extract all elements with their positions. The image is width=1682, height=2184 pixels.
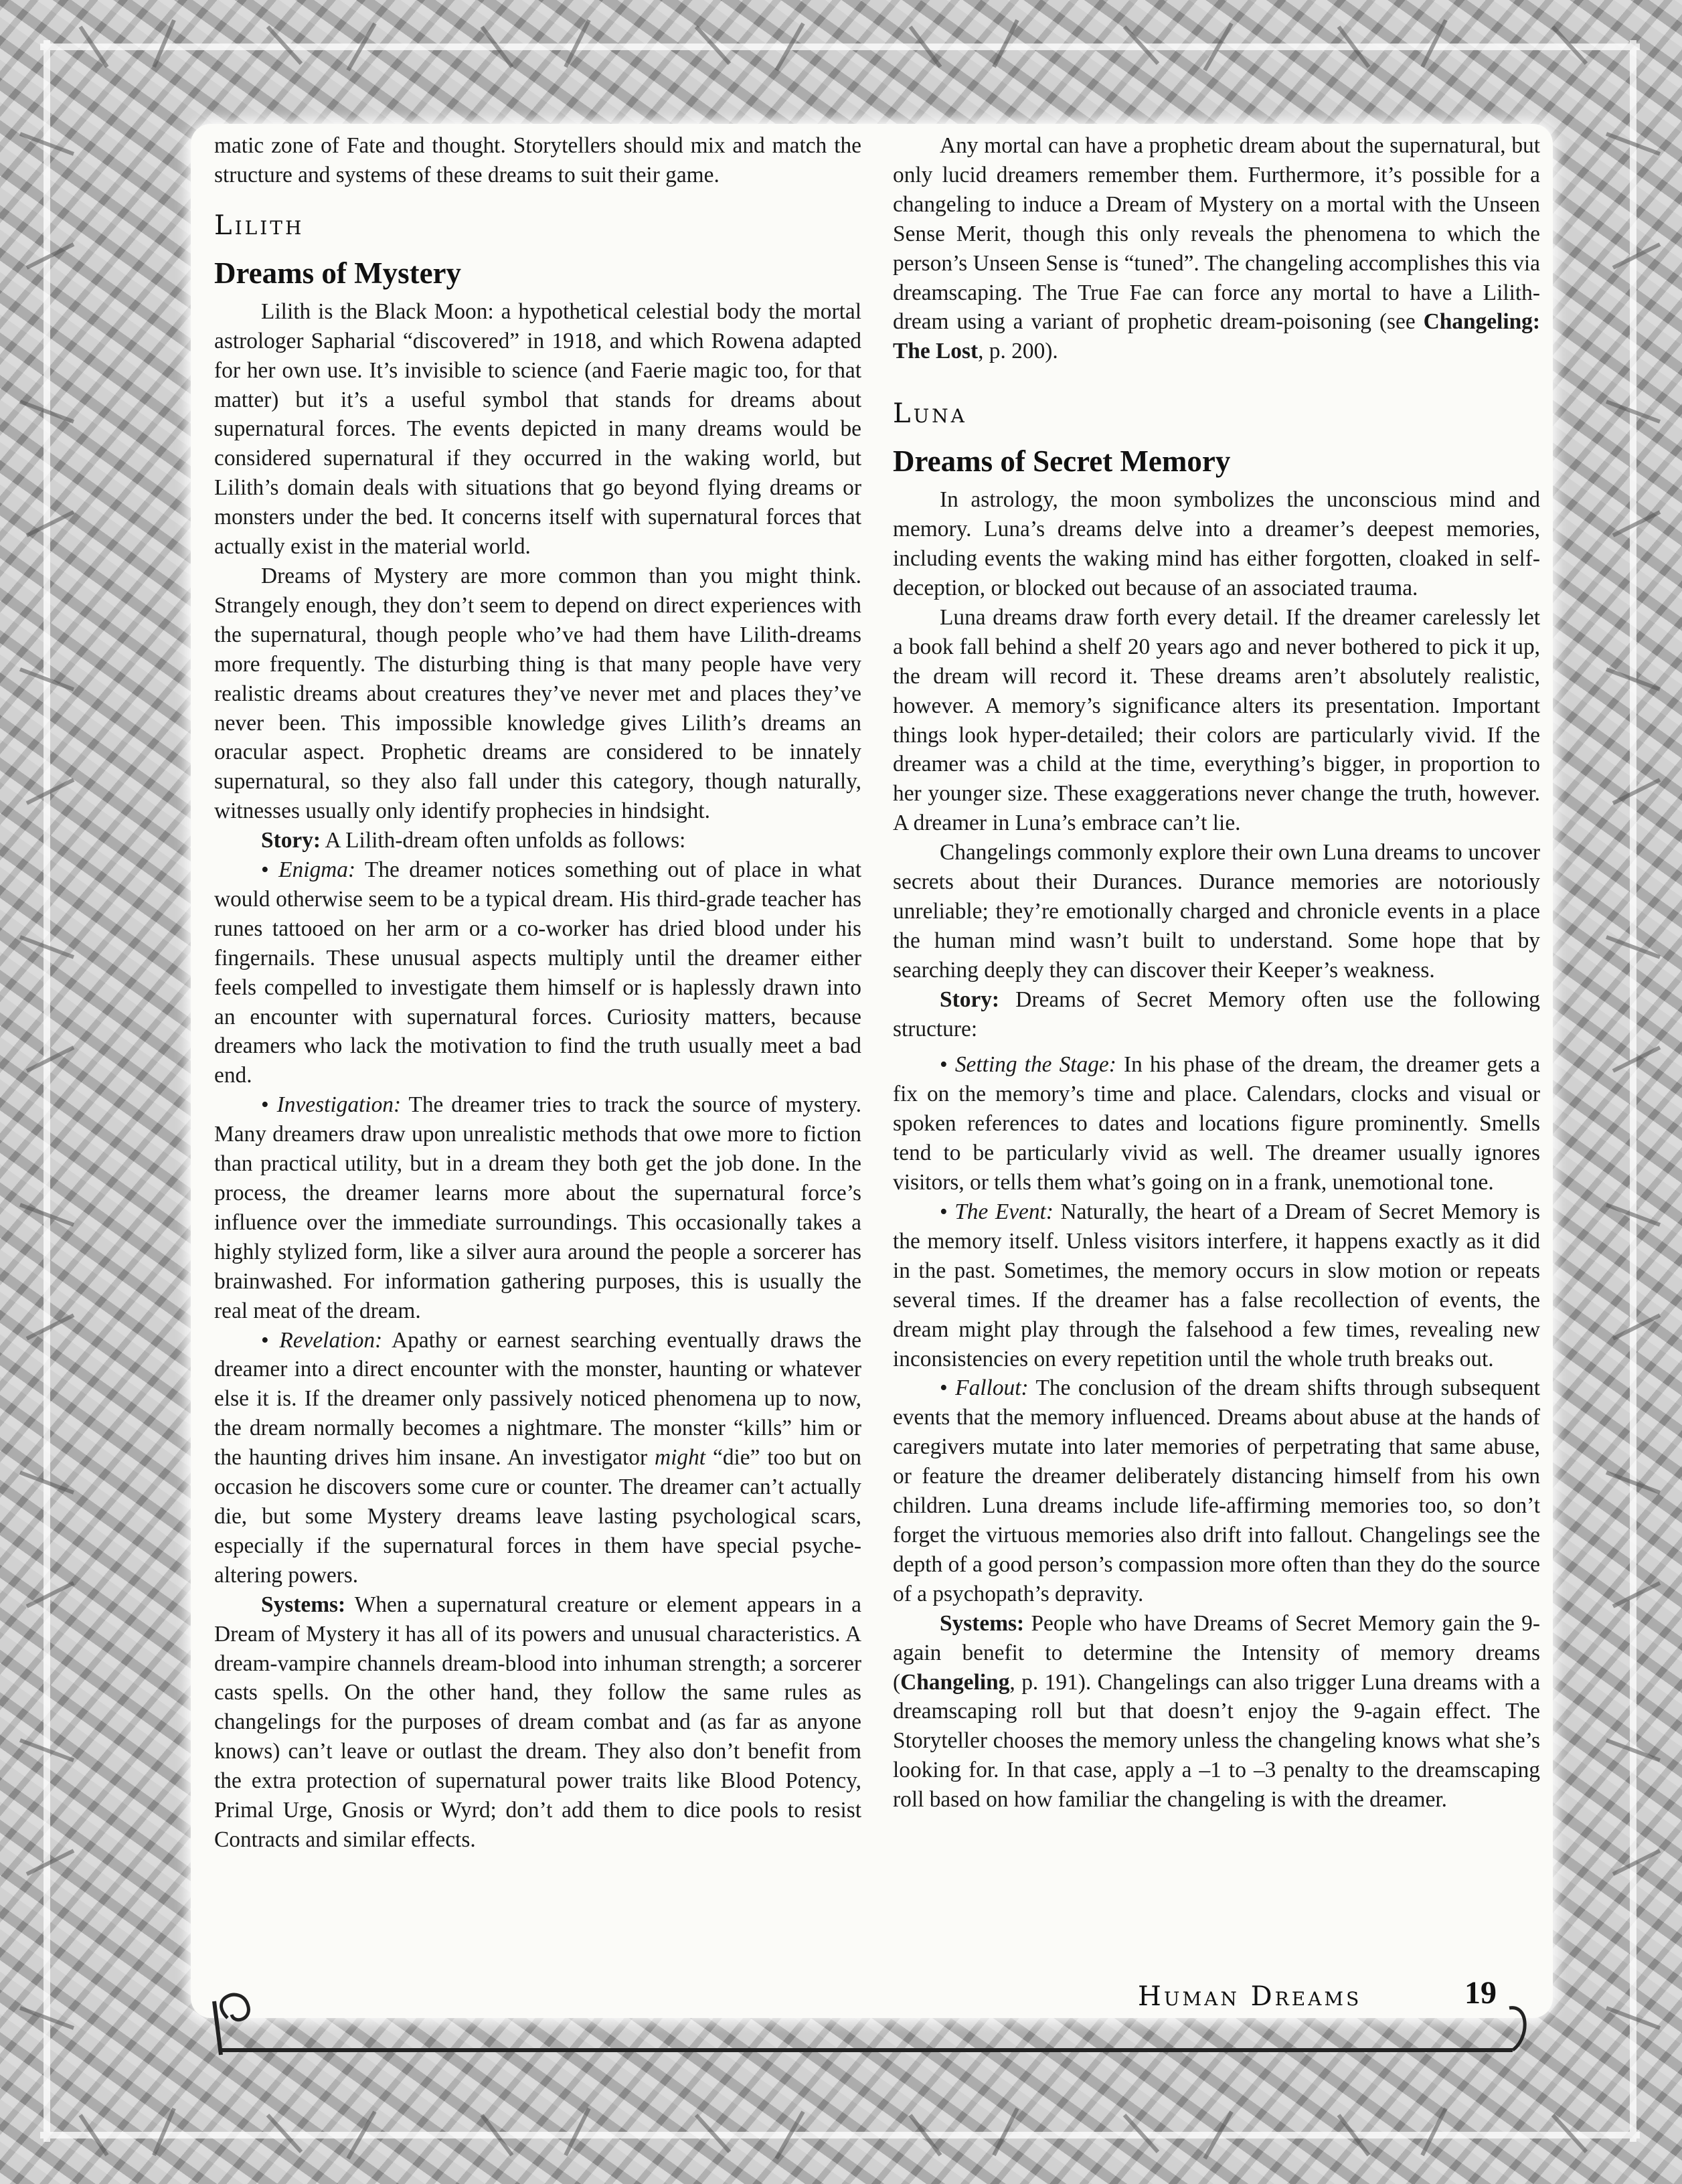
story-label: Story: <box>261 828 321 853</box>
paragraph <box>893 131 1540 366</box>
paragraph: Changelings commonly explore their own Luna dreams to uncover secrets about their Durances. Durance memories are notoriously unreliable; they’re emotionally charged and chronicle events in a place the human mind wasn’t built to understand. Some hope that by searching deeply they can discover their Keeper’s weakness. <box>893 840 1540 983</box>
paragraph-text-end: , p. 200). <box>978 339 1058 364</box>
event-bullet: • The Event: Naturally, the heart of a Dream of Secret Memory is the memory itself. Unless visitors interfere, it happens exactly as it did in the past. Sometimes, the memory occurs in slow motion or repeats several times. If the dreamer has a false recollection of events, the dream might play through the falsehood a few times, revealing new inconsistencies on every repetition until the whole truth breaks out. <box>893 1199 1541 1371</box>
section-heading-lilith: Lilith <box>214 209 305 241</box>
subheading-dreams-of-mystery: Dreams of Mystery <box>214 256 462 290</box>
fallout-text: The conclusion of the dream shifts through subsequent events that the memory influenced. Dreams about abuse at the hands of caregivers mutate into later memories of perpetrating that same abuse, or feature the dreamer deliberately distancing himself from his own children. Luna dreams include life-affirming memories too, so don’t forget the virtuous memories also drift into fallout. Changelings see the depth of a good person’s compassion more often than they do the source of a psychopath’s depravity. <box>893 1375 1540 1606</box>
revelation-label: Revelation: <box>279 1327 383 1353</box>
systems-text-end: , p. 191). Changelings can also trigger Luna dreams with a dreamscaping roll but that doesn’t enjoy the 9-again effect. The Storyteller chooses the memory unless the changeling knows what she’s looking for. In that case, apply a –1 to –3 penalty to the dreamscaping roll based on how familiar the changeling is with the dreamer. <box>893 1669 1540 1813</box>
fallout-label: Fallout: <box>955 1375 1029 1401</box>
investigation-bullet: • Investigation: The dreamer tries to track the source of mystery. Many dreamers draw upon unrealistic methods that owe more to fiction than practical utility, but in a dream they both get the job done. In the process, the dreamer learns more about the supernatural force’s influence over the immediate surroundings. This occasionally takes a highly stylized form, like a silver aura around the people a sorcerer has brainwashed. For information gathering purposes, this is usually the real meat of the dream. <box>214 1092 861 1323</box>
revelation-text: Apathy or earnest searching eventually draws the dreamer into a direct encounter with the monster, haunting or whatever else it is. If the dreamer only passively noticed phenomena up to now, the dream normally becomes a nightmare. The monster “kills” him or the haunting drives him insane. An investigator <box>214 1327 861 1471</box>
systems-paragraph <box>893 1609 1540 1815</box>
story-text: A Lilith-dream often unfolds as follows: <box>321 828 686 853</box>
story-paragraph <box>893 985 1540 1044</box>
revelation-text-end: “die” too but on occasion he discovers some cure or counter. The dreamer can’t actually die, but some Mystery dreams leave lasting psychological scars, especially if the supernatural forces in them have special psyche-altering powers. <box>214 1445 861 1588</box>
right-column <box>893 131 1540 1815</box>
fallout-bullet: • Fallout: The conclusion of the dream shifts through subsequent events that the memory influenced. Dreams about abuse at the hands of caregivers mutate into later memories of perpetrating that same abuse, or feature the dreamer deliberately distancing himself from his own children. Luna dreams include life-affirming memories too, so don’t forget the virtuous memories also drift into fallout. Changelings see the depth of a good person’s compassion more often than they do the source of a psychopath’s depravity. <box>893 1375 1540 1606</box>
revelation-bullet: • Revelation: Apathy or earnest searching eventually draws the dreamer into a direct encounter with the monster, haunting or whatever else it is. If the dreamer only passively noticed phenomena up to now, the dream normally becomes a nightmare. The monster “kills” him or the haunting drives him insane. An investigator might “die” too but on occasion he discovers some cure or counter. The dreamer can’t actually die, but some Mystery dreams leave lasting psychological scars, especially if the supernatural forces in them have special psyche-altering powers. <box>214 1327 861 1588</box>
paragraph-text: Any mortal can have a prophetic dream about the supernatural, but only lucid dreamers remember them. Furthermore, it’s possible for a changeling to induce a Dream of Mystery on a mortal with the Unseen Sense Merit, though this only reveals the phenomena to which the person’s Unseen Sense is “tuned”. The changeling accomplishes this via dreamscaping. The True Fae can force any mortal to have a Lilith-dream using a variant of prophetic dream-poisoning (see <box>893 133 1540 335</box>
systems-label: Systems: <box>261 1592 346 1617</box>
investigation-label: Investigation: <box>276 1092 402 1118</box>
systems-text: People who have Dreams of Secret Memory gain the 9-again benefit to determine the Intensity of memory dreams ( <box>893 1610 1540 1695</box>
event-label: The Event: <box>954 1199 1054 1224</box>
book-reference: Changeling <box>900 1669 1010 1695</box>
setting-the-stage-bullet: • Setting the Stage: In his phase of the dream, the dreamer gets a fix on the memory’s time and place. Calendars, clocks and visual or spoken references to dates and locations figure prominently. Smells tend to be particularly vivid as well. The dreamer usually ignores visitors, or tells them what’s going on in a frank, unemotional tone. <box>893 1052 1541 1195</box>
section-heading-luna: Luna <box>893 398 967 430</box>
stage-label: Setting the Stage: <box>954 1052 1116 1078</box>
event-text: Naturally, the heart of a Dream of Secret Memory is the memory itself. Unless visitors interfere, it happens exactly as it did in the past. Sometimes, the memory occurs in slow motion or repeats several times. If the dreamer has a false recollection of events, the dream might play through the falsehood a few times, revealing new inconsistencies on every repetition until the whole truth breaks out. <box>893 1199 1541 1371</box>
systems-text: When a supernatural creature or element appears in a Dream of Mystery it has all of its powers and unusual characteristics. A dream-vampire channels dream-blood into inhuman strength; a sorcerer casts spells. On the other hand, they follow the same rules as changelings for the purposes of dream combat and (as far as anyone knows) can’t leave or outlast the dream. They also don’t benefit from the extra protection of supernatural power traits like Blood Potency, Primal Urge, Gnosis or Wyrd; don’t add them to dice pools to resist Contracts and similar effects. <box>214 1592 861 1852</box>
story-label: Story: <box>940 987 1000 1012</box>
systems-paragraph <box>214 1590 861 1855</box>
enigma-bullet: • Enigma: The dreamer notices something out of place in what would otherwise seem to be a typical dream. His third-grade teacher has runes tattooed on her arm or a co-worker has dried blood under his fingernails. These unusual aspects multiply until the dreamer either feels compelled to investigate them himself or is haplessly drawn into an encounter with supernatural forces. Curiosity matters, because dreamers who lack the motivation to find the truth usually meet a bad end. <box>214 857 861 1088</box>
story-text: Dreams of Secret Memory often use the following structure: <box>893 987 1540 1041</box>
story-paragraph <box>214 826 861 855</box>
paragraph: Lilith is the Black Moon: a hypothetical celestial body the mortal astrologer Sapharial “discovered” in 1918, and which Rowena adapted for her own use. It’s invisible to science (and Faerie magic too, for that matter) but it’s a useful symbol that stands for dreams about supernatural forces. The events depicted in many dreams would be considered supernatural if they occurred in the waking world, but Lilith’s domain deals with situations that go beyond flying dreams or monsters under the bed. It concerns itself with supernatural forces that actually exist in the material world. <box>214 299 861 560</box>
investigation-text: The dreamer tries to track the source of mystery. Many dreamers draw upon unrealistic methods that owe more to fiction than practical utility, but in a dream they both get the job done. In the process, the dreamer learns more about the supernatural force’s influence over the immediate surroundings. This occasionally takes a highly stylized form, like a silver aura around the people a sorcerer has brainwashed. For information gathering purposes, this is usually the real meat of the dream. <box>214 1092 861 1323</box>
subheading-dreams-of-secret-memory: Dreams of Secret Memory <box>893 444 1231 479</box>
enigma-text: The dreamer notices something out of place in what would otherwise seem to be a typical dream. His third-grade teacher has runes tattooed on her arm or a co-worker has dried blood under his fingernails. These unusual aspects multiply until the dreamer either feels compelled to investigate them himself or is haplessly drawn into an encounter with supernatural forces. Curiosity matters, because dreamers who lack the motivation to find the truth usually meet a bad end. <box>214 857 861 1088</box>
page-number: 19 <box>1464 1975 1497 2011</box>
systems-label: Systems: <box>940 1610 1025 1636</box>
paragraph: Luna dreams draw forth every detail. If the dreamer carelessly let a book fall behind a shelf 20 years ago and never bothered to pick it up, the dream will record it. These dreams aren’t absolutely realistic, however. A memory’s significance alters its presentation. Important things look hyper-detailed; their colors are particularly vivid. If the dreamer was a child at the time, everything’s bigger, in proportion to her younger size. These exaggerations never change the truth, however. A dreamer in Luna’s embrace can’t lie. <box>893 604 1540 836</box>
enigma-label: Enigma: <box>278 857 356 883</box>
revelation-emphasis: might <box>655 1445 706 1471</box>
stage-text: In his phase of the dream, the dreamer gets a fix on the memory’s time and place. Calendars, clocks and visual or spoken references to dates and locations figure prominently. Smells tend to be particularly vivid as well. The dreamer usually ignores visitors, or tells them what’s going on in a frank, unemotional tone. <box>893 1052 1541 1195</box>
book-reference: Changeling: The Lost <box>893 309 1540 364</box>
footer-chapter-title: Human Dreams <box>1138 1981 1362 2012</box>
left-column <box>214 131 861 1855</box>
paragraph: matic zone of Fate and thought. Storytellers should mix and match the structure and systems of these dreams to suit their game. <box>214 133 861 187</box>
paragraph: Dreams of Mystery are more common than you might think. Strangely enough, they don’t seem to depend on direct experiences with the supernatural, though people who’ve had them have Lilith-dreams more frequently. The disturbing thing is that many people have very realistic dreams about creatures they’ve never met and places they’ve never been. This impossible knowledge gives Lilith’s dreams an oracular aspect. Prophetic dreams are considered to be innately supernatural, so they also fall under this category, though naturally, witnesses usually only identify prophecies in hindsight. <box>214 563 861 824</box>
paragraph: In astrology, the moon symbolizes the unconscious mind and memory. Luna’s dreams delve into a dreamer’s deepest memories, including events the waking mind has either forgotten, cloaked in self-deception, or blocked out because of an associated trauma. <box>893 487 1540 600</box>
